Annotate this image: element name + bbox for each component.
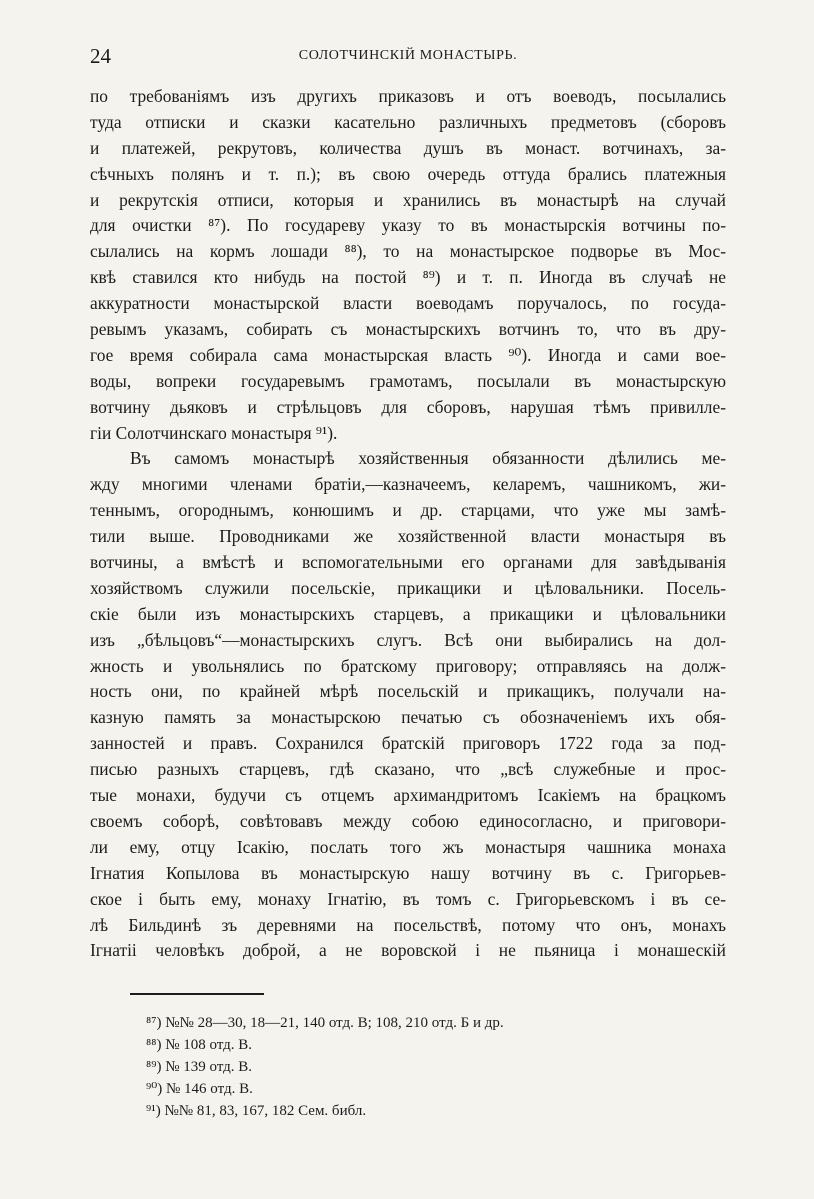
- text-line: своемъ соборѣ, совѣтовавъ между собою единосогласно, и приговори-: [90, 810, 726, 831]
- footnote: ⁸⁸) № 108 отд. В.: [146, 1037, 253, 1053]
- running-title: СОЛОТЧИНСКІЙ МОНАСТЫРЬ.: [298, 48, 518, 63]
- text-line: изъ „бѣльцовъ“—монастырскихъ слугъ. Всѣ они выбирались на дол-: [90, 629, 726, 650]
- footnotes: [146, 1012, 706, 1122]
- footnote: ⁹¹) №№ 81, 83, 167, 182 Сем. библ.: [146, 1103, 367, 1119]
- page-header: [90, 44, 726, 74]
- text-line: воды, вопреки государевымъ грамотамъ, посылали въ монастырскую: [90, 370, 726, 391]
- text-line: гое время собирала сама монастырская власть ⁹⁰). Иногда и сами вое-: [90, 344, 726, 365]
- text-line: Ігнатия Копылова въ монастырскую нашу вотчину въ с. Григорьев-: [90, 862, 726, 883]
- footnote: ⁹⁰) № 146 отд. В.: [146, 1081, 253, 1097]
- text-line: вотчину дьяковъ и стрѣльцовъ для сборовъ, нарушая тѣмъ привилле-: [90, 396, 726, 417]
- text-line: туда отписки и сказки касательно различныхъ предметовъ (сборовъ: [90, 111, 726, 132]
- text-line: Въ самомъ монастырѣ хозяйственныя обязанности дѣлились ме-: [130, 448, 726, 469]
- text-line: вотчины, а вмѣстѣ и вспомогательными его органами для завѣдыванія: [90, 552, 726, 573]
- text-line: и рекрутскія отписи, которыя и хранились въ монастырѣ на случай: [90, 189, 726, 210]
- text-line: писью разныхъ старцевъ, гдѣ сказано, что „всѣ служебные и прос-: [90, 759, 726, 780]
- text-line: жность и увольнялись по братскому приговору; отправляясь на долж-: [90, 655, 726, 676]
- text-line: сылались на кормъ лошади ⁸⁸), то на монастырское подворье въ Мос-: [90, 241, 726, 262]
- text-line: ли ему, отцу Ісакію, послать того жъ монастыря чашника монаха: [90, 836, 726, 857]
- text-line: и платежей, рекрутовъ, количества душъ въ монаст. вотчинахъ, за-: [90, 137, 726, 158]
- text-line: аккуратности монастырской власти воеводамъ поручалось, по госуда-: [90, 293, 726, 314]
- text-line: для очистки ⁸⁷). По государеву указу то въ монастырскія вотчины по-: [90, 215, 726, 236]
- text-line: сѣчныхъ полянъ и т. п.); въ свою очередь оттуда брались платежныя: [90, 163, 726, 184]
- text-line: Ігнатіі человѣкъ доброй, а не воровской і не пьяница і монашескій: [90, 940, 726, 961]
- text-line: казную память за монастырскою печатью съ обозначеніемъ ихъ обя-: [90, 707, 726, 728]
- text-line: по требованіямъ изъ другихъ приказовъ и отъ воеводъ, посылались: [90, 86, 726, 106]
- text-line: хозяйствомъ служили посельскіе, прикащики и цѣловальники. Посель-: [90, 577, 726, 598]
- text-line: жду многими членами братіи,—казначеемъ, келаремъ, чашникомъ, жи-: [90, 474, 726, 495]
- body-text: [90, 84, 726, 964]
- text-line: ность они, по крайней мѣрѣ посельскій и прикащикъ, получали на-: [90, 681, 726, 702]
- text-line: ское і быть ему, монаху Ігнатію, въ томъ с. Григорьевскомъ і въ се-: [90, 888, 726, 909]
- footnote-divider: [130, 993, 264, 995]
- footnote: ⁸⁷) №№ 28—30, 18—21, 140 отд. В; 108, 210 отд. Б и др.: [146, 1015, 504, 1031]
- text-line: тили выше. Проводниками же хозяйственной власти монастыря въ: [90, 526, 726, 547]
- text-line: квѣ ставился кто нибудь на постой ⁸⁹) и т. п. Иногда въ случаѣ не: [90, 267, 726, 288]
- text-line: ревымъ указамъ, собирать съ монастырскихъ вотчинъ то, что въ дру-: [90, 319, 726, 340]
- page-number: 24: [90, 44, 111, 68]
- text-line: лѣ Бильдинѣ зъ деревнями на посельствѣ, потому что онъ, монахъ: [90, 914, 726, 935]
- text-line: гіи Солотчинскаго монастыря ⁹¹).: [90, 422, 338, 443]
- text-line: занностей и правъ. Сохранился братскій приговоръ 1722 года за под-: [90, 733, 726, 754]
- text-line: теннымъ, огороднымъ, конюшимъ и др. старцами, что уже мы замѣ-: [90, 500, 726, 521]
- text-line: скіе были изъ монастырскихъ старцевъ, а прикащики и цѣловальники: [90, 603, 726, 624]
- footnote: ⁸⁹) № 139 отд. В.: [146, 1059, 253, 1075]
- text-line: тые монахи, будучи съ отцемъ архимандритомъ Ісакіемъ на брацкомъ: [90, 785, 726, 806]
